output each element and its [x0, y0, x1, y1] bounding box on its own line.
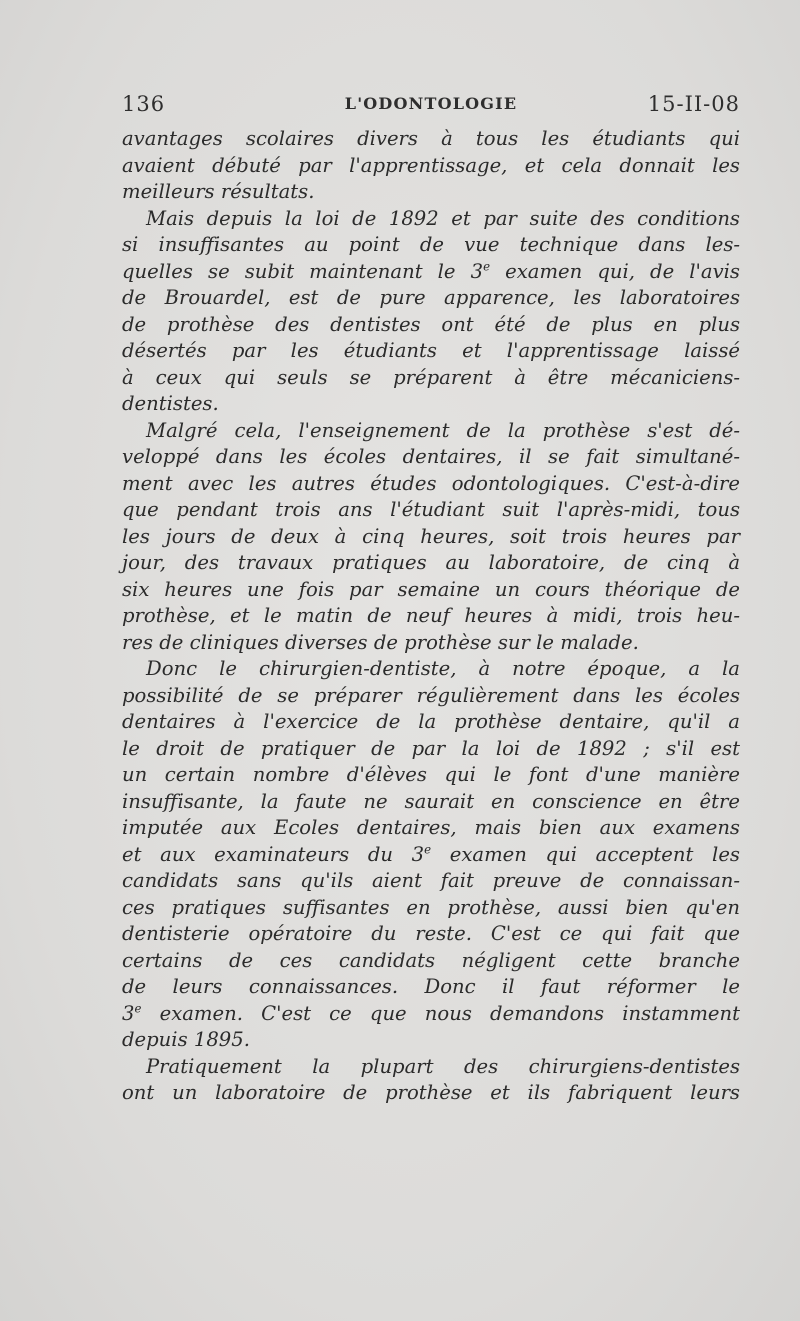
text-line: ment avec les autres études odontologiques. C'est-à-dire	[122, 471, 740, 495]
text-line: de prothèse des dentistes ont été de plus en plus	[122, 312, 740, 336]
text-line: ont un laboratoire de prothèse et ils fabriquent leurs	[122, 1081, 740, 1104]
text-line: certains de ces candidats négligent cette branche	[122, 948, 740, 972]
text-line: désertés par les étudiants et l'apprentissage laissé	[122, 339, 740, 362]
page-number: 136	[122, 92, 166, 116]
text-line: et aux examinateurs du 3e examen qui acceptent les	[122, 841, 740, 866]
text-line: que pendant trois ans l'étudiant suit l'après-midi, tous	[122, 498, 740, 521]
text-line: meilleurs résultats.	[122, 180, 315, 203]
text-line: les jours de deux à cinq heures, soit trois heures par	[122, 524, 740, 548]
text-line: avantages scolaires divers à tous les étudiants qui	[122, 127, 740, 150]
body-text	[122, 126, 740, 1107]
issue-date: 15-II-08	[647, 92, 740, 116]
text-line: jour, des travaux pratiques au laboratoire, de cinq à	[122, 551, 740, 574]
text-line: imputée aux Ecoles dentaires, mais bien aux examens	[122, 816, 740, 839]
text-line: veloppé dans les écoles dentaires, il se fait simultané-	[122, 445, 740, 468]
text-line: à ceux qui seuls se préparent à être mécaniciens-	[122, 365, 740, 389]
text-line: dentaires à l'exercice de la prothèse dentaire, qu'il a	[122, 710, 740, 733]
text-line: de Brouardel, est de pure apparence, les laboratoires	[122, 286, 740, 309]
text-line: un certain nombre d'élèves qui le font d'une manière	[122, 763, 740, 786]
text-line: quelles se subit maintenant le 3e examen qui, de l'avis	[122, 258, 740, 283]
page-header	[122, 92, 740, 122]
text-line: si insuffisantes au point de vue technique dans les-	[122, 233, 740, 256]
paragraph-first-line: Mais depuis la loi de 1892 et par suite des conditions	[146, 206, 740, 230]
text-line: prothèse, et le matin de neuf heures à midi, trois heu-	[122, 604, 740, 627]
text-line: insuffisante, la faute ne saurait en conscience en être	[122, 789, 740, 813]
text-line: avaient débuté par l'apprentissage, et cela donnait les	[122, 153, 740, 177]
text-line: dentisterie opératoire du reste. C'est ce qui fait que	[122, 922, 740, 945]
text-line: six heures une fois par semaine un cours théorique de	[122, 577, 740, 601]
paragraph-first-line: Pratiquement la plupart des chirurgiens-dentistes	[146, 1054, 740, 1078]
text-line: depuis 1895.	[122, 1028, 250, 1051]
running-title: L'ODONTOLOGIE	[344, 94, 518, 113]
paragraph-first-line: Malgré cela, l'enseignement de la prothèse s'est dé-	[146, 418, 740, 442]
text-line: le droit de pratiquer de par la loi de 1892 ; s'il est	[122, 736, 740, 760]
paragraph-first-line: Donc le chirurgien-dentiste, à notre époque, a la	[146, 657, 740, 680]
text-line: candidats sans qu'ils aient fait preuve de connaissan-	[122, 869, 740, 892]
text-line: res de cliniques diverses de prothèse sur le malade.	[122, 630, 639, 654]
text-line: 3e examen. C'est ce que nous demandons instamment	[122, 1000, 740, 1025]
text-line: ces pratiques suffisantes en prothèse, aussi bien qu'en	[122, 895, 740, 919]
text-line: possibilité de se préparer régulièrement dans les écoles	[122, 683, 740, 707]
text-line: de leurs connaissances. Donc il faut réformer le	[122, 975, 740, 998]
text-line: dentistes.	[122, 392, 219, 415]
